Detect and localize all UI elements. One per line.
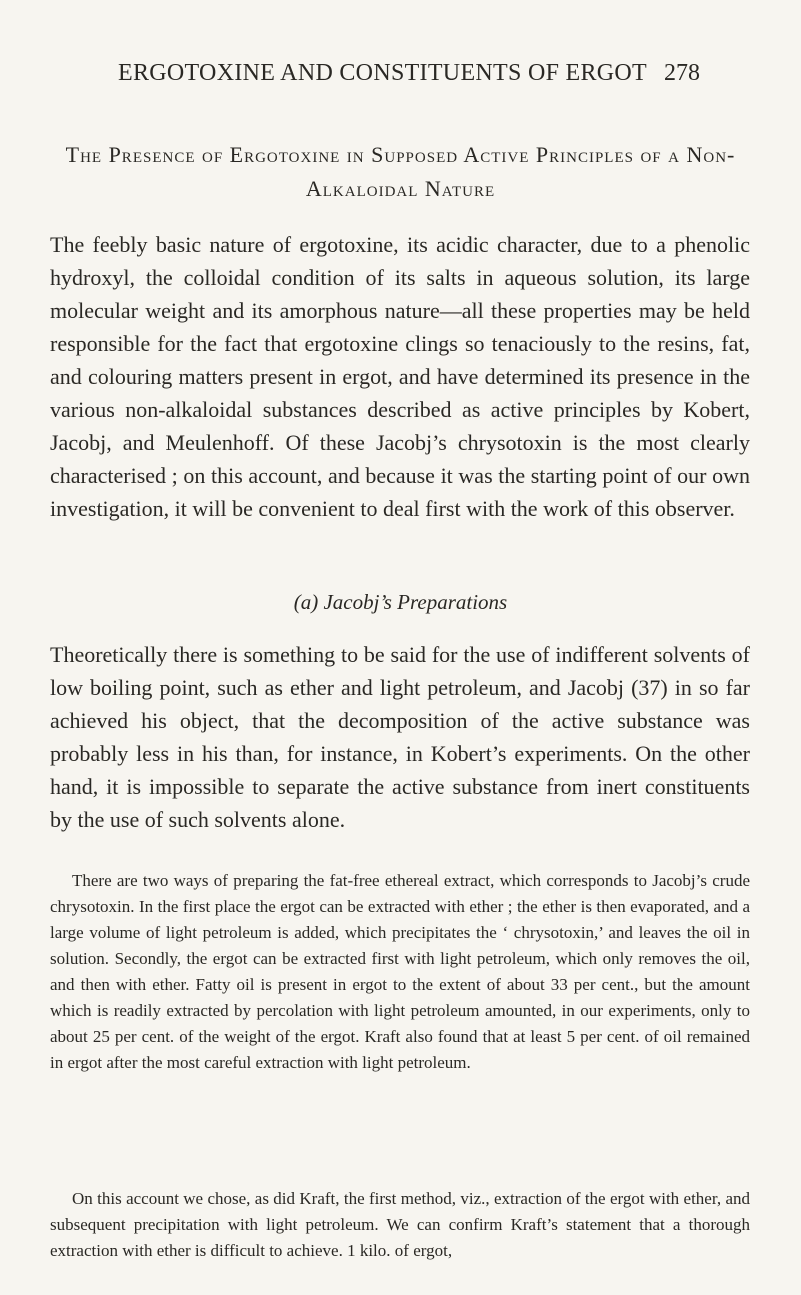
running-head bbox=[118, 60, 700, 92]
page-number: 278 bbox=[664, 60, 700, 86]
paragraph-solvents: Theoretically there is something to be said for the use of indifferent solvents of low boiling point, such as ether and light petroleum, and Jacobj (37) in so far achieved his object, that the decomposition of the active substance was probably less in his than, for instance, in Kobert’s experiments. On the other hand, it is impossible to separate the active substance from inert constituents by the use of such solvents alone. bbox=[50, 642, 750, 832]
paragraph-extraction-methods: There are two ways of preparing the fat-free ethereal extract, which corresponds to Jacobj’s crude chrysotoxin. In the first place the ergot can be extracted with ether ; the ether is then evaporated, and a large volume of light petroleum is added, which precipitates the ‘ chrysotoxin,’ and leaves the oil in solution. Secondly, the ergot can be extracted first with light petroleum, which only removes the oil, and then with ether. Fatty oil is present in ergot to the extent of about 33 per cent., but the amount which is readily extracted by percolation with light petroleum amounted, in our experiments, only to about 25 per cent. of the weight of the ergot. Kraft also found that at least 5 per cent. of oil remained in ergot after the most careful extraction with light petroleum. bbox=[50, 871, 750, 1072]
section-title: The Presence of Ergotoxine in Supposed Active Principles of a Non-Alkaloidal Nature bbox=[65, 142, 736, 201]
subheading-jacobj-preparations: (a) Jacobj’s Preparations bbox=[293, 590, 508, 614]
running-title: ERGOTOXINE AND CONSTITUENTS OF ERGOT bbox=[118, 60, 648, 86]
paragraph-intro: The feebly basic nature of ergotoxine, its acidic character, due to a phenolic hydroxyl, the colloidal condition of its salts in aqueous solution, its large molecular weight and its amorphous nature—all these properties may be held responsible for the fact that ergotoxine clings so tenaciously to the resins, fat, and colouring matters present in ergot, and have determined its presence in the various non-alkaloidal substances described as active principles by Kobert, Jacobj, and Meulenhoff. Of these Jacobj’s chrysotoxin is the most clearly characterised ; on this account, and because it was the starting point of our own investigation, it will be convenient to deal first with the work of this observer. bbox=[50, 232, 750, 521]
paragraph-method-choice: On this account we chose, as did Kraft, the first method, viz., extraction of the ergot with ether, and subsequent precipitation with light petroleum. We can confirm Kraft’s statement that a thorough extraction with ether is difficult to achieve. 1 kilo. of ergot, bbox=[50, 1189, 750, 1260]
